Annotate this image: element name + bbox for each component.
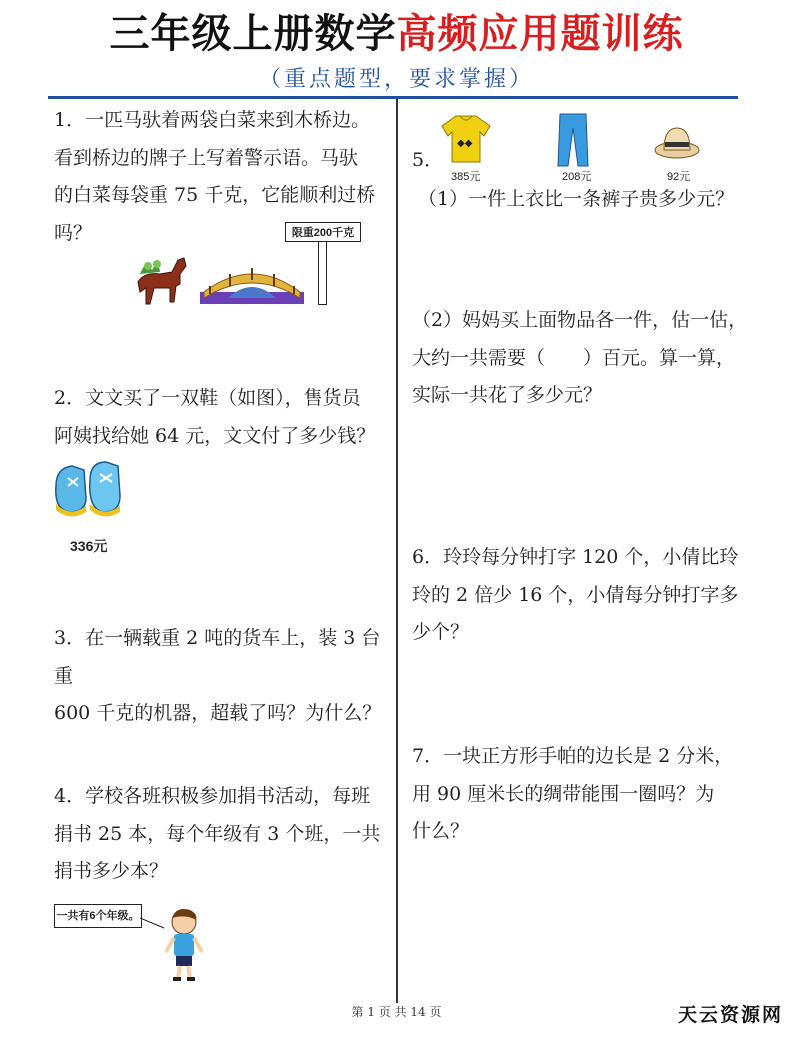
q2-line: 阿姨找给她 64 元，文文付了多少钱？ [54,424,376,447]
shoes-price: 336元 [70,538,108,554]
q7-line: 7．一块正方形手帕的边长是 2 分米， [412,745,734,767]
page-subtitle: （重点题型，要求掌握） [258,67,534,92]
q6-line: 少个？ [412,621,470,643]
svg-text:◆◆: ◆◆ [457,138,473,149]
bridge-icon [200,262,304,306]
q6-line: 6．玲玲每分钟打字 120 个，小倩比玲 [412,546,739,568]
header-rule [48,96,738,99]
q7-line: 什么？ [412,820,470,842]
q1-line: 吗？ [54,221,93,244]
title-highlight: 高频应用题训练 [396,11,684,57]
weight-limit-sign [285,222,361,242]
hat-price: 92元 [667,171,691,183]
title-main: 三年级上册数学 [109,11,397,57]
question-2 [54,380,394,455]
question-3 [54,620,394,733]
q3-line: 600 千克的机器，超载了吗？为什么？ [54,702,382,724]
sign-post [318,241,327,305]
q4-line: 捐书多少本？ [54,860,169,882]
q1-line: 的白菜每袋重 75 千克，它能顺利过桥 [54,184,376,206]
q5-part2-line: 大约一共需要（ ）百元。算一算， [412,346,736,369]
question-7 [412,738,752,851]
q5-part2 [412,302,752,415]
q1-line: 看到桥边的牌子上写着警示语。马驮 [54,146,359,169]
page-title [0,8,793,60]
boy-icon [140,906,212,982]
question-6 [412,539,752,652]
sweater-price: 385元 [451,171,481,183]
q5-part2-line: 实际一共花了多少元？ [412,384,603,406]
q2-line: 2．文文买了一双鞋（如图），售货员 [54,387,361,409]
pants-price: 208元 [562,171,592,183]
q4-line: 捐书 25 本，每个年级有 3 个班，一共 [54,822,381,845]
q7-line: 用 90 厘米长的绸带能围一圈吗？为 [412,782,715,805]
horse-icon [130,252,192,312]
q5-number: 5． [412,149,444,171]
q3-line: 3．在一辆载重 2 吨的货车上，装 3 台重 [54,627,381,687]
shoes-icon [50,456,126,526]
q6-line: 玲的 2 倍少 16 个，小倩每分钟打字多 [412,583,739,606]
q5-part1: （1）一件上衣比一条裤子贵多少元？ [418,188,735,210]
speech-bubble: 一共有6个年级。 [54,904,142,928]
q5-part2-line: （2）妈妈买上面物品各一件，估一估， [412,309,748,331]
sweater-icon [440,112,492,166]
brand-watermark: 天云资源网 [677,1004,783,1026]
pants-icon [556,112,590,168]
sign-text: 限重200千克 [291,227,355,239]
column-divider [396,99,398,1003]
hat-icon [654,124,700,160]
q4-line: 4．学校各班积极参加捐书活动，每班 [54,785,371,807]
q1-line: 1．一匹马驮着两袋白菜来到木桥边。 [54,109,371,131]
question-4 [54,778,394,891]
page-number: 第 1 页 共 14 页 [351,1005,442,1019]
